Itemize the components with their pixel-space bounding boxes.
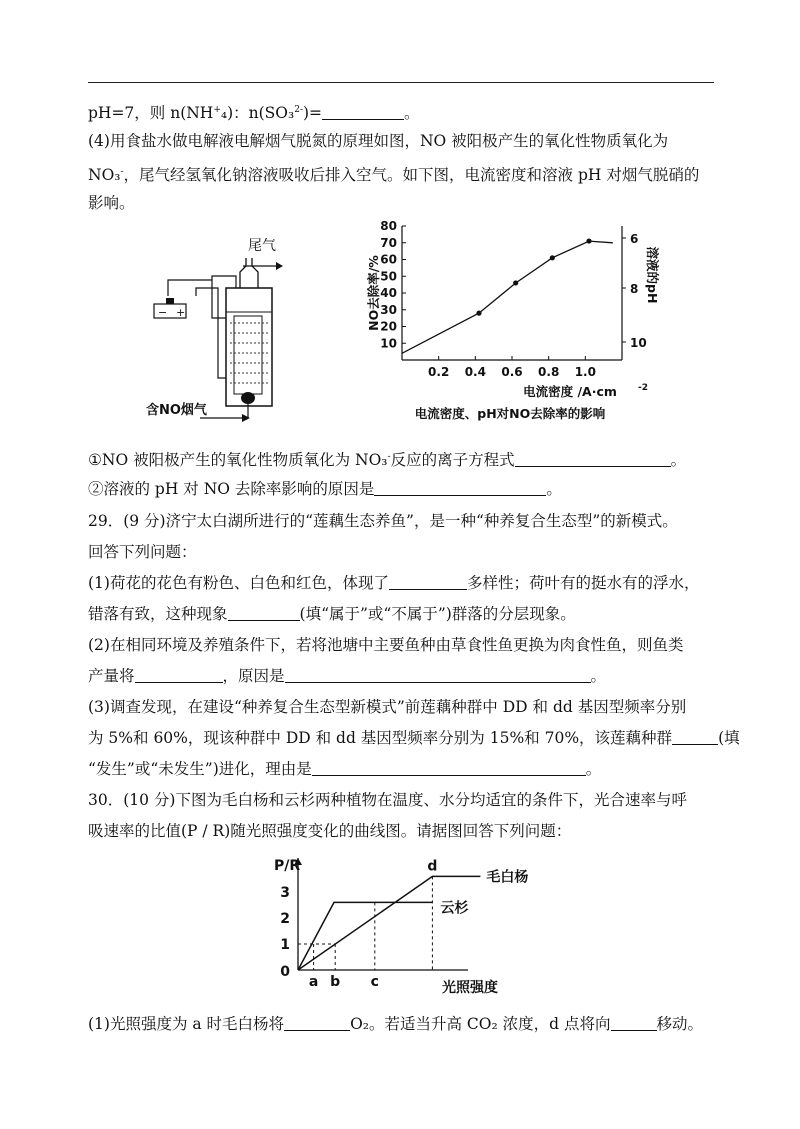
no-removal-chart [360,218,680,428]
q29-part1-line1: (1)荷花的花色有粉色、白色和红色，体现了 多样性；荷叶有的挺水有的浮水， [88,574,700,592]
answer-blank[interactable] [312,761,586,776]
answer-blank[interactable] [672,730,718,745]
pr-ratio-chart [258,852,558,1002]
x-mark-a: a [308,974,319,990]
q29-part3-line3: “发生”或“未发生”)进化，理由是 。 [88,760,602,778]
y-tick-label: 80 [380,219,397,233]
y-tick-label: 1 [280,937,290,953]
x-tick-label: 0.2 [428,365,450,379]
x-tick-label: 0.8 [538,365,560,379]
q30-part1: (1)光照强度为 a 时毛白杨将 O₂。若适当升高 CO₂ 浓度，d 点将向 移动。 [88,1015,704,1033]
answer-blank[interactable] [228,606,300,621]
series-line-maobaiyang [298,876,480,970]
y-tick-label: 40 [380,286,397,300]
y-tick-label: 70 [380,235,397,250]
x-mark-c: c [370,974,379,990]
origin-label: 0 [280,964,290,980]
series-label-maobaiyang: 毛白杨 [486,869,529,886]
answer-blank[interactable] [389,575,467,590]
y-axis-label: NO去除率/% [366,255,381,331]
series-label-yunshan: 云杉 [440,900,469,917]
y2-tick-label: 8 [630,282,639,296]
answer-blank[interactable] [284,1016,350,1031]
x-axis-label: 光照强度 [442,980,498,996]
x-tick-label: 1.0 [574,365,596,379]
chart-title: 电流密度、pH对NO去除率的影响 [414,406,606,421]
q29-header-2: 回答下列问题： [88,543,197,561]
data-point [586,238,591,243]
y2-axis-label: 溶液的pH [645,246,660,304]
answer-blank[interactable] [322,105,404,120]
q30-header-2: 吸速率的比值(P / R)随光照强度变化的曲线图。请据图回答下列问题： [88,822,572,840]
q28-subq2: ②溶液的 pH 对 NO 去除率影响的原因是 。 [88,480,562,498]
y-tick-label: 3 [280,885,290,901]
q29-part2-line1: (2)在相同环境及养殖条件下，若将池塘中主要鱼种由草食性鱼更换为肉食性鱼，则鱼类 [88,636,684,654]
data-point [550,255,555,260]
y-tick-label: 10 [380,336,397,351]
y-tick-label: 30 [380,302,397,317]
q28-part4-line3: 影响。 [88,194,135,212]
removal-rate-line [402,241,613,353]
inlet-label: 含NO烟气 [146,403,207,418]
q30-header: 30．(10 分)下图为毛白杨和云杉两种植物在温度、水分均适宜的条件下，光合速率与呼 [88,791,687,809]
q28-part4-line1: (4)用食盐水做电解液电解烟气脱氮的原理如图，NO 被阳极产生的氧化性物质氧化为 [88,132,669,150]
y2-tick-label: 10 [630,336,647,350]
q28-ratio-line: pH=7，则 n(NH+₄)：n(SO₃$^{2-}$)= 。 [88,104,420,123]
q29-part2-line2: 产量将 ，原因是 。 [88,667,607,685]
answer-blank[interactable] [285,668,591,683]
x-axis-label: 电流密度 /A·cm [523,384,617,399]
y-tick-label: 2 [280,911,290,927]
answer-blank[interactable] [611,1016,657,1031]
answer-blank[interactable] [374,481,546,496]
q29-part3-line2: 为 5%和 60%，现该种群中 DD 和 dd 基因型频率分别为 15%和 70%，该莲藕种群 (填 [88,729,740,747]
data-point [513,280,518,285]
x-tick-label: 0.4 [464,365,486,379]
x-axis-label-unit-exponent: -2 [638,383,648,393]
y-tick-label: 20 [380,319,397,334]
tail-gas-label: 尾气 [248,238,276,254]
x-tick-label: 0.6 [501,365,523,379]
answer-blank[interactable] [135,668,223,683]
svg-text:+: + [176,306,186,319]
x-mark-b: b [330,974,341,990]
q29-header: 29．(9 分)济宁太白湖所进行的“莲藕生态养鱼”，是一种“种养复合生态型”的新模式。 [88,512,678,530]
y-tick-label: 50 [380,269,397,284]
q29-part1-line2: 错落有致，这种现象 (填“属于”或“不属于”)群落的分层现象。 [88,605,576,623]
q28-subq1: ①NO 被阳极产生的氧化性物质氧化为 NO₃-反应的离子方程式 。 [88,451,687,470]
y-tick-label: 60 [380,252,397,267]
x-mark-d: d [427,858,438,875]
data-point [476,311,481,316]
svg-text:−: − [158,306,168,319]
answer-blank[interactable] [515,452,671,467]
y2-tick-label: 6 [630,232,639,246]
q29-part3-line1: (3)调查发现，在建设“种养复合生态型新模式”前莲藕种群中 DD 和 dd 基因型频率分别 [88,698,687,716]
electrolysis-apparatus-diagram [140,228,300,428]
y-axis-label: P/R [274,858,301,874]
q28-part4-line2: NO₃-，尾气经氢氧化钠溶液吸收后排入空气。如下图，电流密度和溶液 pH 对烟气脱硝的 [88,166,700,185]
series-line-yunshan [298,902,432,970]
header-rule [88,82,714,83]
